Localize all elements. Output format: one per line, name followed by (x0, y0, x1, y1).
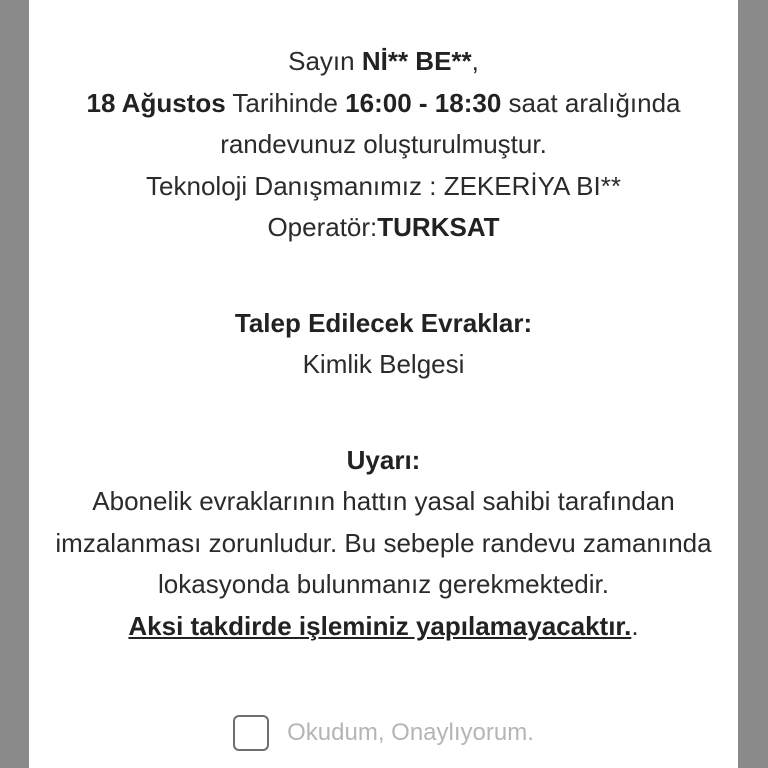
time-suffix: saat aralığında (501, 87, 681, 118)
greeting-suffix: , (471, 46, 479, 76)
appointment-summary (29, 0, 738, 249)
operator-label: Operatör: (267, 212, 378, 242)
appointment-date: 18 Ağustos (86, 87, 226, 118)
left-shade (0, 0, 29, 768)
appointment-time: 16:00 - 18:30 (345, 87, 502, 118)
operator-line (29, 207, 738, 249)
warning-emphasis-suffix: . (631, 610, 639, 641)
greeting-prefix: Sayın (288, 46, 362, 76)
greeting-line (29, 41, 738, 83)
consent-label[interactable]: Okudum, Onaylıyorum. (287, 719, 534, 746)
warning-line-2: imzalanması zorunludur. Bu sebeple randevu zamanında (55, 527, 712, 558)
date-time-line (29, 83, 738, 125)
warning-heading: Uyarı: (346, 444, 421, 475)
documents-heading: Talep Edilecek Evraklar: (234, 307, 533, 338)
date-suffix: Tarihinde (225, 87, 346, 118)
document-item: Kimlik Belgesi (302, 349, 465, 379)
right-shade (738, 0, 768, 768)
warning-emphasis-line (29, 606, 738, 648)
consent-row[interactable] (29, 712, 738, 754)
required-documents (29, 303, 738, 386)
operator-value: TURKSAT (377, 212, 500, 242)
appointment-dialog (29, 0, 738, 768)
warning-emphasis: Aksi takdirde işleminiz yapılamayacaktır. (128, 610, 632, 641)
consultant-line: Teknoloji Danışmanımız : ZEKERİYA BI** (146, 170, 621, 201)
warning-line-1: Abonelik evraklarının hattın yasal sahibi tarafından (92, 486, 675, 516)
created-text: randevunuz oluşturulmuştur. (220, 129, 547, 159)
consent-checkbox[interactable] (233, 715, 269, 751)
warning-section (29, 440, 738, 648)
warning-line-3: lokasyonda bulunmanız gerekmektedir. (158, 569, 609, 599)
customer-name: Nİ** BE** (361, 46, 472, 76)
